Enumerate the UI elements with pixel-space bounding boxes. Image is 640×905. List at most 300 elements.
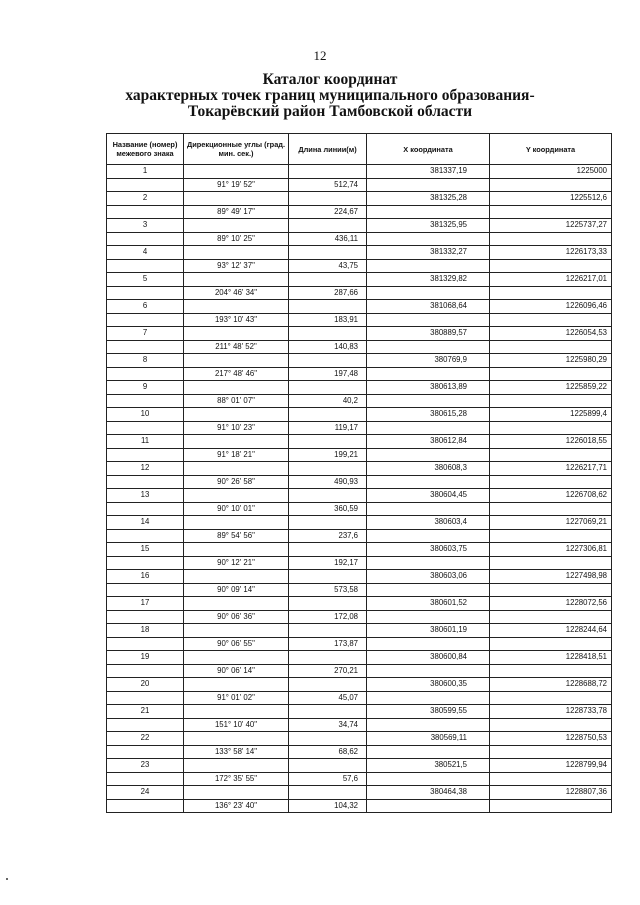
x-coordinate: 380599,55 <box>367 705 490 719</box>
x-coordinate: 380601,19 <box>367 624 490 638</box>
empty-cell <box>289 327 367 341</box>
point-row <box>107 786 612 800</box>
point-name: 8 <box>107 354 184 368</box>
empty-cell <box>490 475 612 489</box>
x-coordinate: 380608,3 <box>367 462 490 476</box>
segment-row <box>107 448 612 462</box>
empty-cell <box>184 192 289 206</box>
empty-cell <box>490 394 612 408</box>
point-name: 5 <box>107 273 184 287</box>
empty-cell <box>490 799 612 813</box>
empty-cell <box>184 732 289 746</box>
y-coordinate: 1226217,01 <box>490 273 612 287</box>
empty-cell <box>184 165 289 179</box>
header-y: Y координата <box>490 134 612 165</box>
y-coordinate: 1228418,51 <box>490 651 612 665</box>
empty-cell <box>490 502 612 516</box>
empty-cell <box>184 300 289 314</box>
direction-angle: 151° 10' 40" <box>184 718 289 732</box>
y-coordinate: 1228733,78 <box>490 705 612 719</box>
point-name: 21 <box>107 705 184 719</box>
segment-row <box>107 421 612 435</box>
empty-cell <box>367 637 490 651</box>
table-body <box>107 165 612 813</box>
segment-row <box>107 691 612 705</box>
line-length: 183,91 <box>289 313 367 327</box>
point-name: 4 <box>107 246 184 260</box>
point-name: 2 <box>107 192 184 206</box>
point-row <box>107 624 612 638</box>
line-length: 34,74 <box>289 718 367 732</box>
empty-cell <box>107 205 184 219</box>
empty-cell <box>184 678 289 692</box>
empty-cell <box>289 705 367 719</box>
empty-cell <box>490 448 612 462</box>
empty-cell <box>184 597 289 611</box>
x-coordinate: 380769,9 <box>367 354 490 368</box>
direction-angle: 90° 10' 01" <box>184 502 289 516</box>
point-row <box>107 246 612 260</box>
empty-cell <box>184 408 289 422</box>
empty-cell <box>490 421 612 435</box>
empty-cell <box>289 219 367 233</box>
empty-cell <box>107 259 184 273</box>
point-row <box>107 408 612 422</box>
empty-cell <box>184 381 289 395</box>
empty-cell <box>184 327 289 341</box>
empty-cell <box>367 556 490 570</box>
direction-angle: 133° 58' 14" <box>184 745 289 759</box>
segment-row <box>107 232 612 246</box>
point-name: 15 <box>107 543 184 557</box>
empty-cell <box>184 786 289 800</box>
x-coordinate: 380889,57 <box>367 327 490 341</box>
direction-angle: 172° 35' 55" <box>184 772 289 786</box>
empty-cell <box>107 502 184 516</box>
x-coordinate: 380603,4 <box>367 516 490 530</box>
line-length: 224,67 <box>289 205 367 219</box>
point-name: 1 <box>107 165 184 179</box>
empty-cell <box>107 556 184 570</box>
y-coordinate: 1228244,64 <box>490 624 612 638</box>
empty-cell <box>184 705 289 719</box>
point-row <box>107 678 612 692</box>
empty-cell <box>107 691 184 705</box>
empty-cell <box>184 516 289 530</box>
segment-row <box>107 664 612 678</box>
direction-angle: 193° 10' 43" <box>184 313 289 327</box>
line-length: 68,62 <box>289 745 367 759</box>
line-length: 173,87 <box>289 637 367 651</box>
direction-angle: 91° 18' 21" <box>184 448 289 462</box>
y-coordinate: 1226054,53 <box>490 327 612 341</box>
direction-angle: 90° 26' 58" <box>184 475 289 489</box>
segment-row <box>107 556 612 570</box>
line-length: 172,08 <box>289 610 367 624</box>
x-coordinate: 380603,75 <box>367 543 490 557</box>
point-name: 10 <box>107 408 184 422</box>
y-coordinate: 1226217,71 <box>490 462 612 476</box>
point-row <box>107 462 612 476</box>
header-x: X координата <box>367 134 490 165</box>
x-coordinate: 380569,11 <box>367 732 490 746</box>
x-coordinate: 381329,82 <box>367 273 490 287</box>
point-row <box>107 651 612 665</box>
point-name: 18 <box>107 624 184 638</box>
empty-cell <box>367 205 490 219</box>
point-name: 22 <box>107 732 184 746</box>
title-line-1: Каталог координат <box>262 71 398 88</box>
empty-cell <box>107 529 184 543</box>
empty-cell <box>490 718 612 732</box>
empty-cell <box>107 637 184 651</box>
segment-row <box>107 529 612 543</box>
segment-row <box>107 718 612 732</box>
x-coordinate: 380464,38 <box>367 786 490 800</box>
point-name: 13 <box>107 489 184 503</box>
y-coordinate: 1225512,6 <box>490 192 612 206</box>
segment-row <box>107 286 612 300</box>
empty-cell <box>490 556 612 570</box>
direction-angle: 93° 12' 37" <box>184 259 289 273</box>
empty-cell <box>289 543 367 557</box>
x-coordinate: 381325,95 <box>367 219 490 233</box>
coordinates-table <box>106 133 612 813</box>
y-coordinate: 1225859,22 <box>490 381 612 395</box>
point-row <box>107 597 612 611</box>
empty-cell <box>490 772 612 786</box>
segment-row <box>107 205 612 219</box>
y-coordinate: 1228799,94 <box>490 759 612 773</box>
empty-cell <box>107 610 184 624</box>
empty-cell <box>490 529 612 543</box>
empty-cell <box>107 583 184 597</box>
direction-angle: 136° 23' 40" <box>184 799 289 813</box>
line-length: 237,6 <box>289 529 367 543</box>
point-row <box>107 219 612 233</box>
empty-cell <box>107 367 184 381</box>
point-name: 6 <box>107 300 184 314</box>
y-coordinate: 1228072,56 <box>490 597 612 611</box>
segment-row <box>107 799 612 813</box>
line-length: 197,48 <box>289 367 367 381</box>
direction-angle: 89° 49' 17" <box>184 205 289 219</box>
empty-cell <box>367 178 490 192</box>
empty-cell <box>184 462 289 476</box>
empty-cell <box>184 651 289 665</box>
empty-cell <box>367 664 490 678</box>
point-name: 17 <box>107 597 184 611</box>
empty-cell <box>367 475 490 489</box>
header-angle: Дирекционные углы (град. мин. сек.) <box>184 134 289 165</box>
empty-cell <box>184 219 289 233</box>
direction-angle: 91° 01' 02" <box>184 691 289 705</box>
empty-cell <box>367 394 490 408</box>
x-coordinate: 381068,64 <box>367 300 490 314</box>
empty-cell <box>289 651 367 665</box>
empty-cell <box>367 421 490 435</box>
empty-cell <box>490 691 612 705</box>
line-length: 192,17 <box>289 556 367 570</box>
point-row <box>107 489 612 503</box>
direction-angle: 88° 01' 07" <box>184 394 289 408</box>
direction-angle: 204° 46' 34" <box>184 286 289 300</box>
segment-row <box>107 394 612 408</box>
empty-cell <box>367 259 490 273</box>
y-coordinate: 1227306,81 <box>490 543 612 557</box>
line-length: 140,83 <box>289 340 367 354</box>
empty-cell <box>367 745 490 759</box>
point-row <box>107 516 612 530</box>
segment-row <box>107 502 612 516</box>
line-length: 287,66 <box>289 286 367 300</box>
line-length: 43,75 <box>289 259 367 273</box>
point-row <box>107 732 612 746</box>
direction-angle: 91° 10' 23" <box>184 421 289 435</box>
empty-cell <box>107 313 184 327</box>
line-length: 45,07 <box>289 691 367 705</box>
x-coordinate: 381325,28 <box>367 192 490 206</box>
segment-row <box>107 367 612 381</box>
empty-cell <box>289 165 367 179</box>
empty-cell <box>184 759 289 773</box>
y-coordinate: 1225899,4 <box>490 408 612 422</box>
y-coordinate: 1225980,29 <box>490 354 612 368</box>
empty-cell <box>490 664 612 678</box>
empty-cell <box>289 381 367 395</box>
empty-cell <box>490 745 612 759</box>
segment-row <box>107 610 612 624</box>
empty-cell <box>107 421 184 435</box>
x-coordinate: 380601,52 <box>367 597 490 611</box>
empty-cell <box>289 732 367 746</box>
x-coordinate: 381332,27 <box>367 246 490 260</box>
point-name: 11 <box>107 435 184 449</box>
point-name: 9 <box>107 381 184 395</box>
empty-cell <box>289 570 367 584</box>
direction-angle: 90° 12' 21" <box>184 556 289 570</box>
empty-cell <box>367 502 490 516</box>
empty-cell <box>289 300 367 314</box>
y-coordinate: 1225000 <box>490 165 612 179</box>
point-name: 20 <box>107 678 184 692</box>
segment-row <box>107 475 612 489</box>
y-coordinate: 1227498,98 <box>490 570 612 584</box>
direction-angle: 217° 48' 46" <box>184 367 289 381</box>
empty-cell <box>289 624 367 638</box>
x-coordinate: 380612,84 <box>367 435 490 449</box>
x-coordinate: 380600,84 <box>367 651 490 665</box>
empty-cell <box>107 340 184 354</box>
line-length: 490,93 <box>289 475 367 489</box>
direction-angle: 90° 06' 55" <box>184 637 289 651</box>
point-row <box>107 570 612 584</box>
empty-cell <box>107 178 184 192</box>
empty-cell <box>107 745 184 759</box>
y-coordinate: 1227069,21 <box>490 516 612 530</box>
empty-cell <box>107 232 184 246</box>
empty-cell <box>367 610 490 624</box>
y-coordinate: 1228688,72 <box>490 678 612 692</box>
point-row <box>107 435 612 449</box>
empty-cell <box>184 246 289 260</box>
empty-cell <box>490 259 612 273</box>
point-row <box>107 192 612 206</box>
empty-cell <box>289 786 367 800</box>
point-name: 7 <box>107 327 184 341</box>
empty-cell <box>184 273 289 287</box>
empty-cell <box>107 664 184 678</box>
title-line-2: характерных точек границ муниципального образования- <box>125 87 535 104</box>
direction-angle: 211° 48' 52" <box>184 340 289 354</box>
empty-cell <box>367 340 490 354</box>
y-coordinate: 1228807,36 <box>490 786 612 800</box>
page-number: 12 <box>313 48 327 63</box>
y-coordinate: 1226173,33 <box>490 246 612 260</box>
y-coordinate: 1226018,55 <box>490 435 612 449</box>
header-name: Название (номер) межевого знака <box>107 134 184 165</box>
direction-angle: 90° 06' 36" <box>184 610 289 624</box>
y-coordinate: 1225737,27 <box>490 219 612 233</box>
x-coordinate: 380521,5 <box>367 759 490 773</box>
empty-cell <box>490 286 612 300</box>
empty-cell <box>289 759 367 773</box>
line-length: 360,59 <box>289 502 367 516</box>
y-coordinate: 1228750,53 <box>490 732 612 746</box>
document-title <box>60 72 600 120</box>
segment-row <box>107 583 612 597</box>
point-row <box>107 759 612 773</box>
empty-cell <box>289 408 367 422</box>
empty-cell <box>367 367 490 381</box>
empty-cell <box>367 772 490 786</box>
empty-cell <box>490 610 612 624</box>
empty-cell <box>490 583 612 597</box>
direction-angle: 90° 09' 14" <box>184 583 289 597</box>
point-row <box>107 273 612 287</box>
segment-row <box>107 772 612 786</box>
direction-angle: 89° 54' 56" <box>184 529 289 543</box>
x-coordinate: 380604,45 <box>367 489 490 503</box>
empty-cell <box>289 489 367 503</box>
segment-row <box>107 637 612 651</box>
empty-cell <box>289 354 367 368</box>
empty-cell <box>184 435 289 449</box>
point-row <box>107 381 612 395</box>
empty-cell <box>184 543 289 557</box>
line-length: 104,32 <box>289 799 367 813</box>
empty-cell <box>490 313 612 327</box>
x-coordinate: 380600,35 <box>367 678 490 692</box>
header-row <box>107 134 612 165</box>
point-row <box>107 327 612 341</box>
empty-cell <box>490 367 612 381</box>
empty-cell <box>107 772 184 786</box>
empty-cell <box>367 799 490 813</box>
segment-row <box>107 745 612 759</box>
empty-cell <box>490 340 612 354</box>
point-name: 16 <box>107 570 184 584</box>
point-name: 12 <box>107 462 184 476</box>
line-length: 57,6 <box>289 772 367 786</box>
direction-angle: 89° 10' 25" <box>184 232 289 246</box>
point-row <box>107 543 612 557</box>
y-coordinate: 1226096,46 <box>490 300 612 314</box>
direction-angle: 91° 19' 52" <box>184 178 289 192</box>
point-row <box>107 300 612 314</box>
direction-angle: 90° 06' 14" <box>184 664 289 678</box>
empty-cell <box>107 718 184 732</box>
y-coordinate: 1226708,62 <box>490 489 612 503</box>
segment-row <box>107 178 612 192</box>
point-row <box>107 705 612 719</box>
point-name: 14 <box>107 516 184 530</box>
point-name: 3 <box>107 219 184 233</box>
title-line-3: Токарёвский район Тамбовской области <box>187 103 473 120</box>
empty-cell <box>289 192 367 206</box>
x-coordinate: 380603,06 <box>367 570 490 584</box>
empty-cell <box>490 178 612 192</box>
empty-cell <box>107 394 184 408</box>
segment-row <box>107 259 612 273</box>
header-length: Длина линии(м) <box>289 134 367 165</box>
empty-cell <box>289 516 367 530</box>
line-length: 436,11 <box>289 232 367 246</box>
empty-cell <box>289 597 367 611</box>
segment-row <box>107 313 612 327</box>
empty-cell <box>107 286 184 300</box>
line-length: 40,2 <box>289 394 367 408</box>
empty-cell <box>367 529 490 543</box>
x-coordinate: 380615,28 <box>367 408 490 422</box>
empty-cell <box>490 637 612 651</box>
line-length: 270,21 <box>289 664 367 678</box>
empty-cell <box>289 462 367 476</box>
x-coordinate: 381337,19 <box>367 165 490 179</box>
point-name: 19 <box>107 651 184 665</box>
empty-cell <box>289 273 367 287</box>
line-length: 573,58 <box>289 583 367 597</box>
empty-cell <box>367 718 490 732</box>
empty-cell <box>367 313 490 327</box>
line-length: 199,21 <box>289 448 367 462</box>
line-length: 119,17 <box>289 421 367 435</box>
empty-cell <box>107 448 184 462</box>
empty-cell <box>184 354 289 368</box>
empty-cell <box>107 799 184 813</box>
scan-mark <box>6 878 8 880</box>
table-header <box>107 134 612 165</box>
empty-cell <box>289 435 367 449</box>
point-row <box>107 354 612 368</box>
empty-cell <box>367 286 490 300</box>
empty-cell <box>367 691 490 705</box>
point-name: 24 <box>107 786 184 800</box>
point-row <box>107 165 612 179</box>
line-length: 512,74 <box>289 178 367 192</box>
empty-cell <box>107 475 184 489</box>
empty-cell <box>490 232 612 246</box>
empty-cell <box>184 624 289 638</box>
empty-cell <box>367 448 490 462</box>
empty-cell <box>490 205 612 219</box>
empty-cell <box>289 678 367 692</box>
x-coordinate: 380613,89 <box>367 381 490 395</box>
empty-cell <box>367 232 490 246</box>
empty-cell <box>184 570 289 584</box>
empty-cell <box>289 246 367 260</box>
empty-cell <box>367 583 490 597</box>
